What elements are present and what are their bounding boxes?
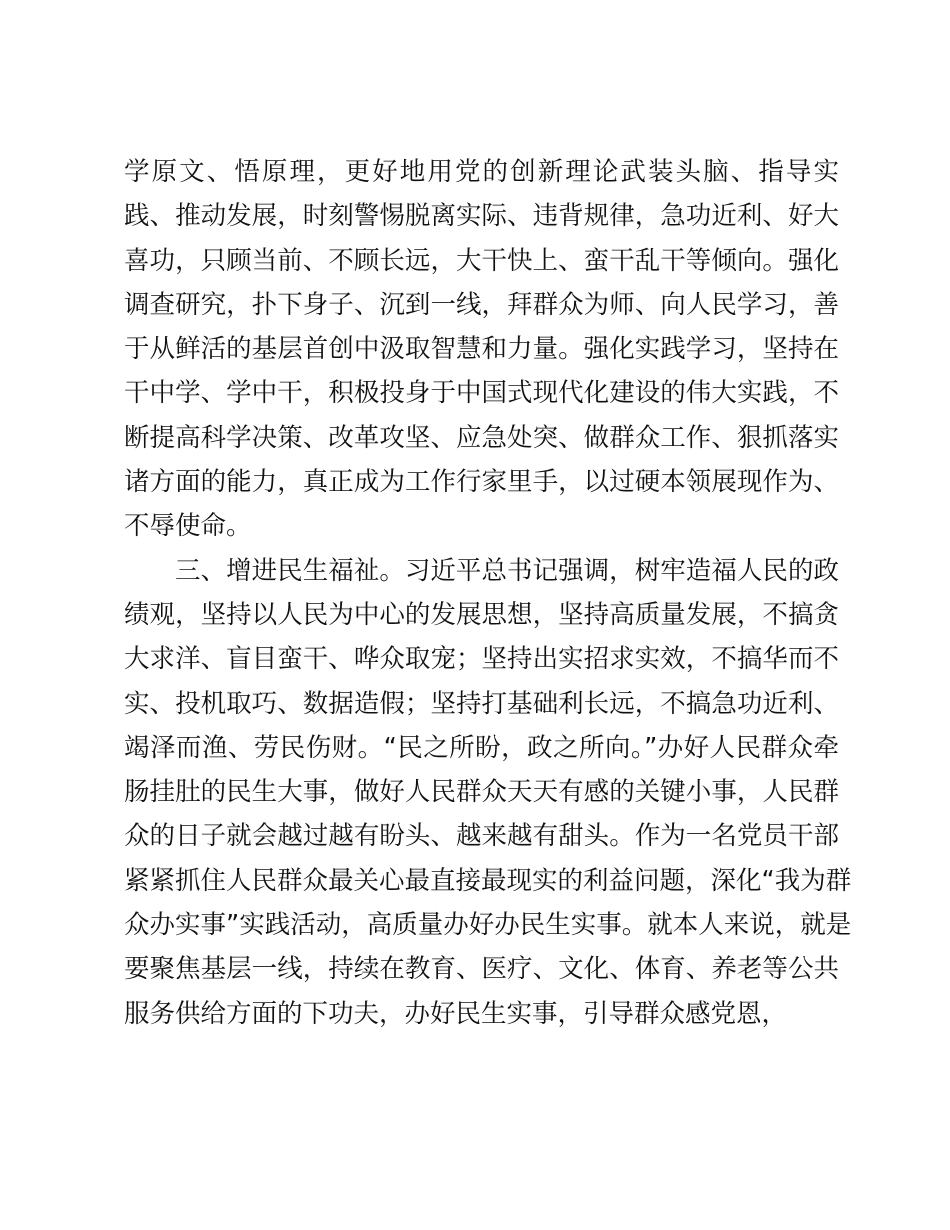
text-line: 于从鲜活的基层首创中汲取智慧和力量。强化实践学习，坚持在 [124, 334, 839, 365]
text-line: 服务供给方面的下功夫，办好民生实事，引导群众感党恩， [124, 998, 788, 1029]
text-line: 践、推动发展，时刻警惕脱离实际、违背规律，急功近利、好大 [124, 201, 839, 232]
paragraph-end-line: 不辱使命。 [124, 511, 252, 542]
text-line: 喜功，只顾当前、不顾长远，大干快上、蛮干乱干等倾向。强化 [124, 245, 839, 276]
text-line: 学原文、悟原理，更好地用党的创新理论武装头脑、指导实 [124, 157, 839, 187]
body-text [124, 150, 852, 1036]
text-line: 竭泽而渔、劳民伤财。“民之所盼，政之所向。”办好人民群众牵 [124, 732, 839, 763]
text-line: 要聚焦基层一线，持续在教育、医疗、文化、体育、养老等公共 [124, 954, 839, 985]
text-line: 实、投机取巧、数据造假；坚持打基础利长远，不搞急功近利、 [124, 688, 839, 719]
text-line: 调查研究，扑下身子、沉到一线，拜群众为师、向人民学习，善 [124, 289, 839, 320]
text-line: 干中学、学中干，积极投身于中国式现代化建设的伟大实践，不 [124, 378, 839, 409]
text-line: 众的日子就会越过越有盼头、越来越有甜头。作为一名党员干部 [124, 821, 839, 852]
text-line: 众办实事”实践活动，高质量办好办民生实事。就本人来说，就是 [124, 910, 852, 941]
text-line: 绩观，坚持以人民为中心的发展思想，坚持高质量发展，不搞贪 [124, 599, 839, 630]
text-line: 诸方面的能力，真正成为工作行家里手，以过硬本领展现作为、 [124, 467, 839, 498]
text-line: 断提高科学决策、改革攻坚、应急处突、做群众工作、狠抓落实 [124, 422, 839, 453]
text-line: 紧紧抓住人民群众最关心最直接最现实的利益问题，深化“我为群 [124, 865, 852, 896]
text-line: 大求洋、盲目蛮干、哗众取宠；坚持出实招求实效，不搞华而不 [124, 644, 839, 675]
section-heading-line: 三、增进民生福祉。习近平总书记强调，树牢造福人民的政 [175, 555, 839, 586]
text-line: 肠挂肚的民生大事，做好人民群众天天有感的关键小事，人民群 [124, 777, 839, 808]
